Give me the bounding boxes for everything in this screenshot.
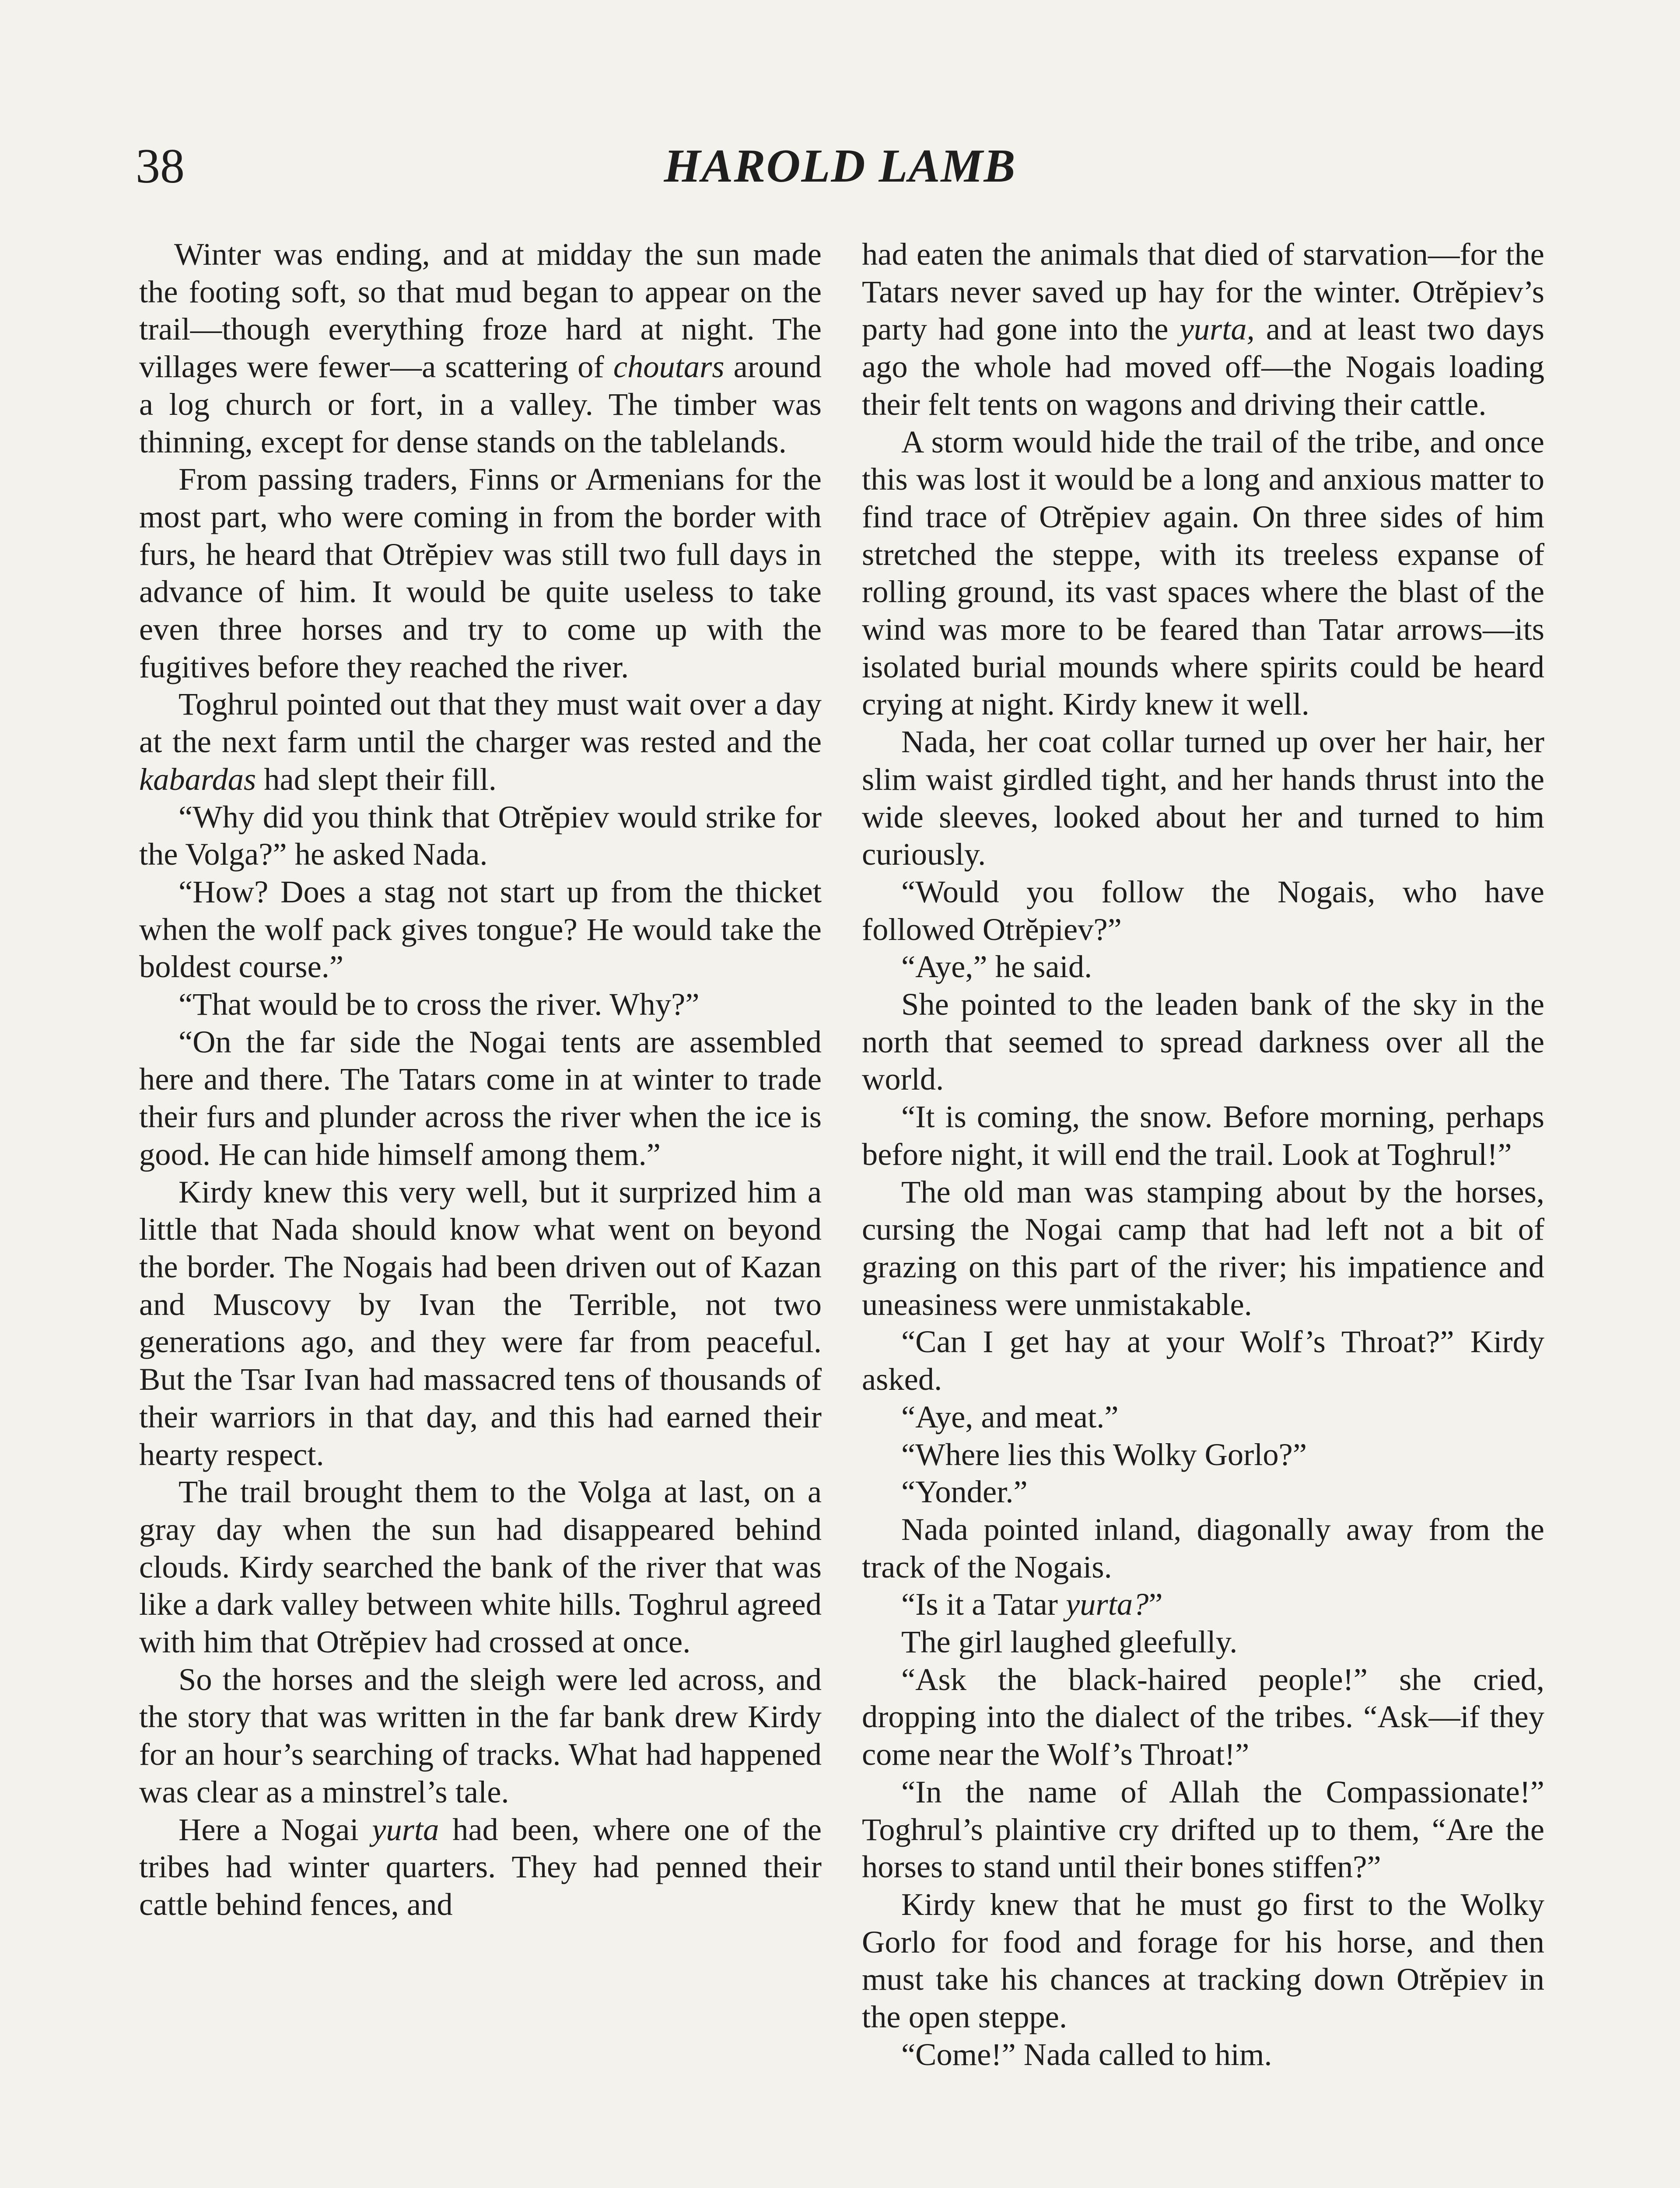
paragraph: “Aye, and meat.” xyxy=(901,1399,1119,1434)
paragraph: “Would you follow the Nogais, who have followed Otrĕpiev?” xyxy=(862,873,1544,947)
italic-term: choutars xyxy=(613,349,724,385)
italic-term: yurta, xyxy=(1180,311,1255,347)
paragraph: “Come!” Nada called to him. xyxy=(901,2036,1272,2072)
italic-term: yurta xyxy=(372,1811,439,1847)
paragraph: “On the far side the Nogai tents are assembled here and there. The Tatars come in at winter to trade their furs and plunder across the river when the ice is good. He can hide himself among them.” xyxy=(139,1024,822,1172)
text-column-right xyxy=(862,235,1544,2073)
paragraph: So the horses and the sleigh were led across, and the story that was written in the far bank drew Kirdy for an hour’s searching of tracks. What had happened was clear as a minstrel’s tale. xyxy=(139,1661,822,1809)
paragraph: From passing traders, Finns or Armenians for the most part, who were coming in from the border with furs, he heard that Otrĕpiev was still two full days in advance of him. It would be quite useless to take even three horses and try to come up with the fugitives before they reached the river. xyxy=(139,461,822,684)
paragraph: “Why did you think that Otrĕpiev would strike for the Volga?” he asked Nada. xyxy=(139,799,822,872)
running-title: HAROLD LAMB xyxy=(664,140,1016,192)
italic-term: yurta? xyxy=(1066,1586,1149,1622)
paragraph: The trail brought them to the Volga at last, on a gray day when the sun had disappeared behind clouds. Kirdy searched the bank of the river that was like a dark valley between white hills. Toghrul agreed with him that Otrĕpiev had crossed at once. xyxy=(139,1474,822,1660)
paragraph: Winter was ending, and at midday the sun made the footing soft, so that mud began to appear on the trail—though everything froze hard at night. The villages were fewer—a scattering of choutars around a log church or fort, in a valley. The timber was thinning, except for dense stands on the tablelands. xyxy=(139,236,822,459)
paragraph: Here a Nogai yurta had been, where one of the tribes had winter quarters. They had penned their cattle behind fences, and xyxy=(139,1811,822,1922)
paragraph: Toghrul pointed out that they must wait over a day at the next farm until the charger was rested and the kabardas had slept their fill. xyxy=(139,686,822,797)
page-header xyxy=(136,138,1544,195)
paragraph: “Yonder.” xyxy=(901,1474,1028,1510)
italic-term: kabardas xyxy=(139,761,256,797)
text-column-left xyxy=(139,235,822,1923)
paragraph: “Where lies this Wolky Gorlo?” xyxy=(901,1436,1307,1472)
paragraph: “How? Does a stag not start up from the thicket when the wolf pack gives tongue? He would take the boldest course.” xyxy=(139,873,822,985)
paragraph: “Can I get hay at your Wolf’s Throat?” Kirdy asked. xyxy=(862,1324,1544,1397)
page-number: 38 xyxy=(136,139,185,193)
paragraph: “In the name of Allah the Compassionate!” Toghrul’s plaintive cry drifted up to them, “Are the horses to stand until their bones stiffen?” xyxy=(862,1774,1544,1885)
paragraph: “That would be to cross the river. Why?” xyxy=(178,986,700,1022)
paragraph: A storm would hide the trail of the tribe, and once this was lost it would be a long and anxious matter to find trace of Otrĕpiev again. On three sides of him stretched the steppe, with its treeless expanse of rolling ground, its vast spaces where the blast of the wind was more to be feared than Tatar arrows—its isolated burial mounds where spirits could be heard crying at night. Kirdy knew it well. xyxy=(862,424,1544,722)
paragraph: “Ask the black-haired people!” she cried, dropping into the dialect of the tribes. “Ask—if they come near the Wolf’s Throat!” xyxy=(862,1661,1544,1772)
paragraph: Kirdy knew this very well, but it surprized him a little that Nada should know what went on beyond the border. The Nogais had been driven out of Kazan and Muscovy by Ivan the Terrible, not two generations ago, and they were far from peaceful. But the Tsar Ivan had massacred tens of thousands of their warriors in that day, and this had earned their hearty respect. xyxy=(139,1174,822,1472)
paragraph: The girl laughed gleefully. xyxy=(901,1624,1238,1660)
paragraph: She pointed to the leaden bank of the sky in the north that seemed to spread darkness over all the world. xyxy=(862,986,1544,1097)
paragraph: Kirdy knew that he must go first to the Wolky Gorlo for food and forage for his horse, and then must take his chances at tracking down Otrĕpiev in the open steppe. xyxy=(862,1886,1544,2035)
paragraph: “It is coming, the snow. Before morning, perhaps before night, it will end the trail. Look at Toghrul!” xyxy=(862,1099,1544,1172)
paragraph: Nada pointed inland, diagonally away from the track of the Nogais. xyxy=(862,1511,1544,1585)
paragraph: The old man was stamping about by the horses, cursing the Nogai camp that had left not a bit of grazing on this part of the river; his impatience and uneasiness were unmistakable. xyxy=(862,1174,1544,1322)
paragraph: “Aye,” he said. xyxy=(901,949,1092,985)
paragraph: had eaten the animals that died of starvation—for the Tatars never saved up hay for the winter. Otrĕpiev’s party had gone into the yurta, and at least two days ago the whole had moved off—the Nogais loading their felt tents on wagons and driving their cattle. xyxy=(862,236,1544,422)
paragraph: “Is it a Tatar yurta?” xyxy=(901,1586,1163,1622)
paragraph: Nada, her coat collar turned up over her hair, her slim waist girdled tight, and her hands thrust into the wide sleeves, looked about her and turned to him curiously. xyxy=(862,724,1544,872)
